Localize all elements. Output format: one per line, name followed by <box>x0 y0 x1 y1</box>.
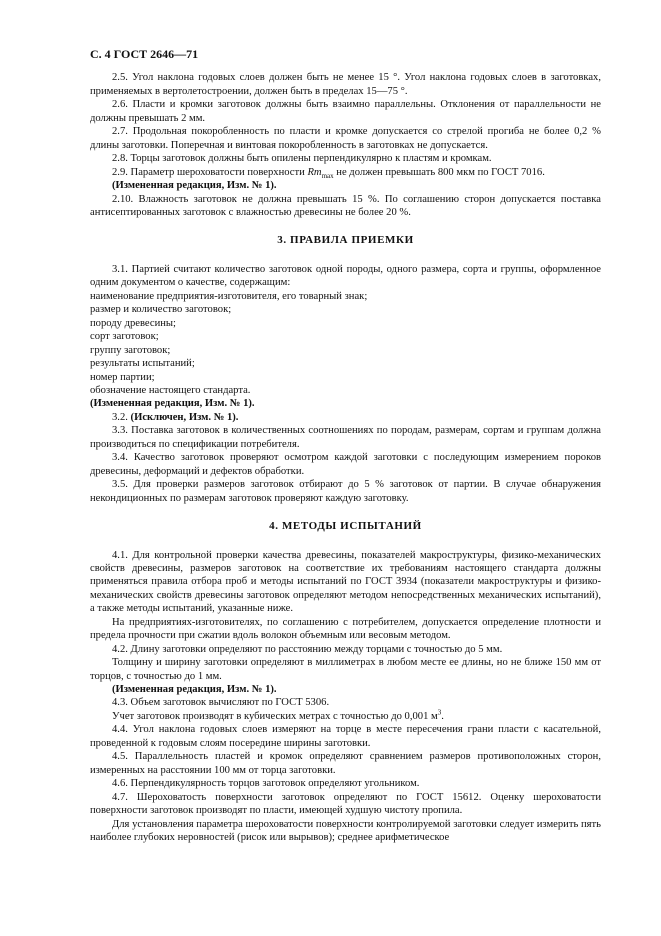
list-item-manufacturer: наименование предприятия-изготовителя, его товарный знак; <box>90 290 368 302</box>
clause-4-1-b: На предприятиях-изготовителях, по соглашению с потребителем, допускается определение плотности и предела прочности при сжатии вдоль волокон объемным или весовым методом. <box>90 616 601 642</box>
clause-2-6: 2.6. Пласти и кромки заготовок должны быть взаимно параллельны. Отклонения от параллельности не должны превышать 2 мм. <box>90 99 601 124</box>
clause-3-3: 3.3. Поставка заготовок в количественных соотношениях по породам, размерам, сортам и группам должна производиться по спецификации потребителя. <box>90 425 601 450</box>
section-3-title: 3. ПРАВИЛА ПРИЕМКИ <box>277 234 414 247</box>
clause-2-5: 2.5. Угол наклона годовых слоев должен быть не менее 15 °. Угол наклона годовых слоев в заготовках, применяемых в вертолетостроении, должен быть в пределах 15—75 °. <box>90 72 601 97</box>
list-item-lot-number: номер партии; <box>90 371 155 383</box>
section-4-title: 4. МЕТОДЫ ИСПЫТАНИЙ <box>269 520 422 533</box>
clause-4-3: 4.3. Объем заготовок вычисляют по ГОСТ 5306. <box>112 697 330 709</box>
clause-4-3-b-end: . <box>441 710 444 722</box>
clause-2-10: 2.10. Влажность заготовок не должна превышать 15 %. По соглашению сторон допускается поставка антисептированных заготовок с влажностью древесины не более 20 %. <box>90 193 601 218</box>
cubic-superscript: 3 <box>437 708 442 717</box>
clause-3-5: 3.5. Для проверки размеров заготовок отбирают до 5 % заготовок от партии. В случае обнаружения некондиционных по размерам заготовок проверяют каждую заготовку. <box>90 479 601 504</box>
clause-3-2-excluded: (Исключен, Изм. № 1). <box>130 411 239 423</box>
clause-4-1: 4.1. Для контрольной проверки качества древесины, показателей макроструктуры, физико-механических свойств древесины, размеров заготовок на соответствие их требованиям настоящего стандарта должны применяться правила отбора проб и методы испытаний по ГОСТ 3934 (показатели макроструктуры и физико-механических свойств древесины заготовок определяют методом непосредственных механических испытаний), а также методы испытаний, указанные ниже. <box>90 549 601 615</box>
rm-symbol: Rm <box>307 166 322 178</box>
amendment-note-2-9: (Измененная редакция, Изм. № 1). <box>112 180 277 192</box>
clause-2-9-text-b: не должен превышать 800 мкм по ГОСТ 7016. <box>333 166 545 178</box>
list-item-species: породу древесины; <box>90 317 176 329</box>
clause-2-8: 2.8. Торцы заготовок должны быть опилены перпендикулярно к пластям и кромкам. <box>112 153 492 165</box>
amendment-note-3-1: (Измененная редакция, Изм. № 1). <box>90 398 255 410</box>
clause-4-4: 4.4. Угол наклона годовых слоев измеряют на торце в месте пересечения грани пласти с касательной, проведенной к годовым слоям посередине ширины заготовки. <box>90 724 601 749</box>
clause-2-7: 2.7. Продольная покоробленность по пласти и кромке допускается со стрелой прогиба не более 0,2 % длины заготовки. Поперечная и винтовая покоробленность в заготовках не допускается. <box>90 126 601 151</box>
clause-4-2-b: Толщину и ширину заготовки определяют в миллиметрах в любом месте ее длины, но не ближе 150 мм от торцов, с точностью до 1 мм. <box>90 657 601 682</box>
clause-4-3-b-text: Учет заготовок производят в кубических метрах с точностью до 0,001 м <box>112 710 438 722</box>
clause-3-2-number: 3.2. <box>112 411 131 423</box>
list-item-standard: обозначение настоящего стандарта. <box>90 384 251 396</box>
clause-4-3-b <box>90 710 601 723</box>
clause-2-9-text-a: 2.9. Параметр шероховатости поверхности <box>112 166 308 178</box>
clause-3-2 <box>90 411 601 424</box>
clause-4-5: 4.5. Параллельность пластей и кромок определяют сравнением размеров противоположных сторон, измеренных на расстоянии 100 мм от торца заготовки. <box>90 751 601 776</box>
rm-subscript: max <box>321 171 334 180</box>
clause-4-7-b: Для установления параметра шероховатости поверхности контролируемой заготовки следует измерить пять наиболее глубоких неровностей (рисок или вырывов); среднее арифметическое <box>90 818 601 844</box>
list-item-size: размер и количество заготовок; <box>90 304 232 316</box>
clause-4-7: 4.7. Шероховатость поверхности заготовок определяют по ГОСТ 15612. Оценку шероховатости поверхности заготовок производят по пласти, имеющей худшую чистоту пропила. <box>90 791 601 817</box>
clause-2-9 <box>90 166 601 179</box>
list-item-group: группу заготовок; <box>90 344 171 356</box>
clause-3-4: 3.4. Качество заготовок проверяют осмотром каждой заготовки с последующим измерением пороков древесины, деформаций и дефектов обработки. <box>90 452 601 477</box>
clause-3-1: 3.1. Партией считают количество заготовок одной породы, одного размера, сорта и группы, оформленное одним документом о качестве, содержащим: <box>90 263 601 289</box>
clause-4-6: 4.6. Перпендикулярность торцов заготовок определяют угольником. <box>112 778 420 790</box>
running-head: С. 4 ГОСТ 2646—71 <box>90 47 199 61</box>
document-page <box>90 48 601 844</box>
list-item-grade: сорт заготовок; <box>90 331 159 343</box>
list-item-results: результаты испытаний; <box>90 358 195 370</box>
amendment-note-4-2: (Измененная редакция, Изм. № 1). <box>112 684 277 696</box>
clause-4-2: 4.2. Длину заготовки определяют по расстоянию между торцами с точностью до 5 мм. <box>112 643 503 655</box>
